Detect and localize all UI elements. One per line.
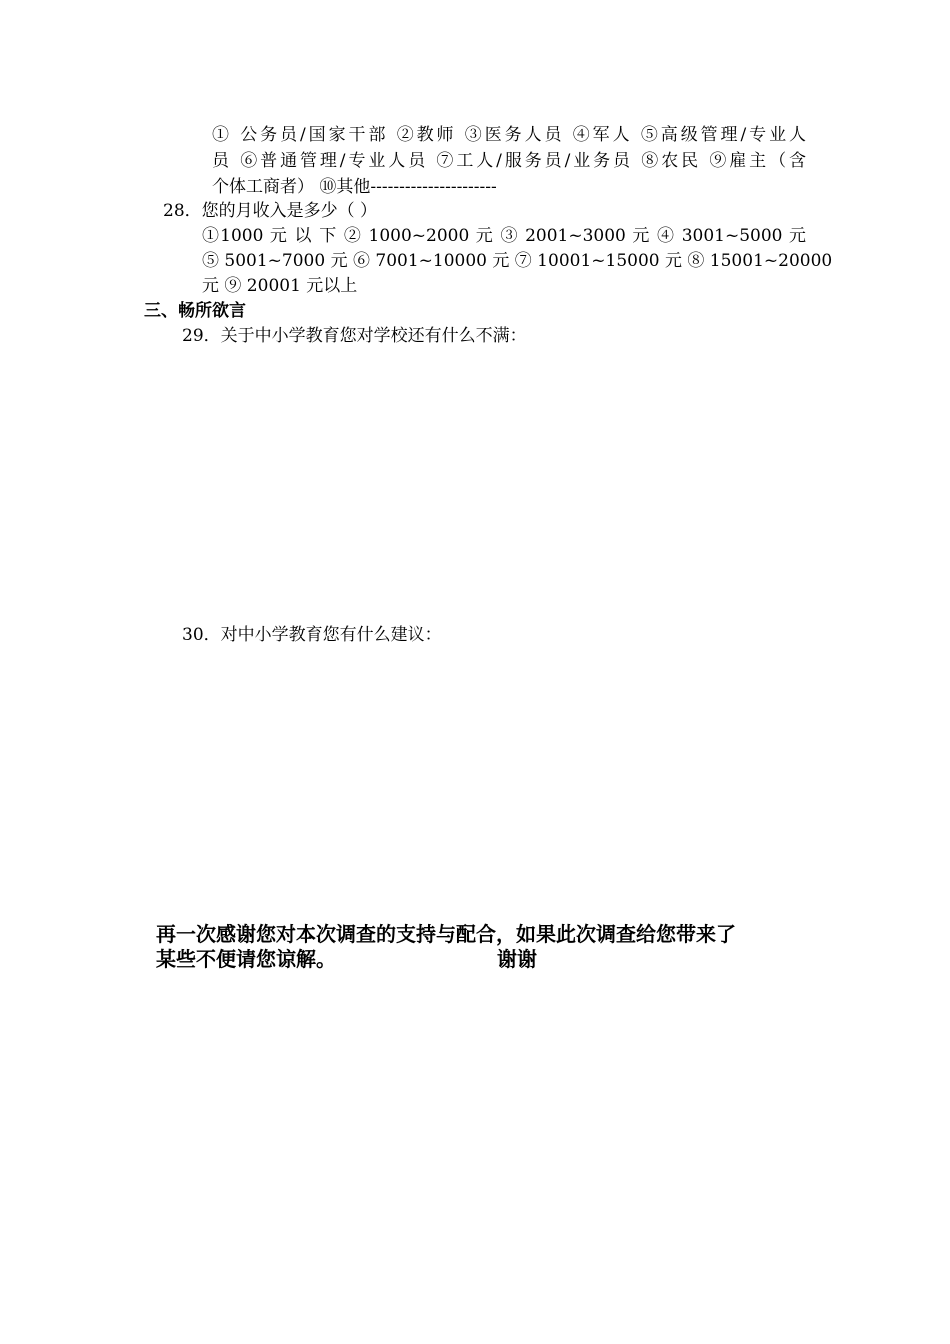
q30-question: 30．对中小学教育您有什么建议： bbox=[182, 625, 442, 645]
q27-options-line-2: 员 ⑥普通管理/专业人员 ⑦工人/服务员/业务员 ⑧农民 ⑨雇主（含 bbox=[212, 151, 806, 171]
q29-question: 29．关于中小学教育您对学校还有什么不满： bbox=[182, 326, 527, 346]
q28-options-line-1: ①1000 元 以 下 ② 1000~2000 元 ③ 2001~3000 元 ④ 3001~5000 元 bbox=[202, 226, 806, 246]
q28-options-line-3: 元 ⑨ 20001 元以上 bbox=[202, 276, 358, 296]
q27-options-line-1: ① 公务员/国家干部 ②教师 ③医务人员 ④军人 ⑤高级管理/专业人 bbox=[212, 125, 806, 145]
q28-options-line-2: ⑤ 5001~7000 元 ⑥ 7001~10000 元 ⑦ 10001~15000 元 ⑧ 15001~20000 bbox=[202, 251, 833, 271]
q27-options-line-3: 个体工商者） ⑩其他---------------------- bbox=[212, 177, 497, 197]
closing-line-1: 再一次感谢您对本次调查的支持与配合，如果此次调查给您带来了 bbox=[156, 922, 736, 946]
closing-thanks: 谢谢 bbox=[497, 947, 537, 971]
q28-question: 28．您的月收入是多少（ ） bbox=[163, 201, 378, 221]
closing-line-2: 某些不便请您谅解。 bbox=[156, 947, 336, 971]
section-heading: 三、畅所欲言 bbox=[144, 301, 246, 321]
